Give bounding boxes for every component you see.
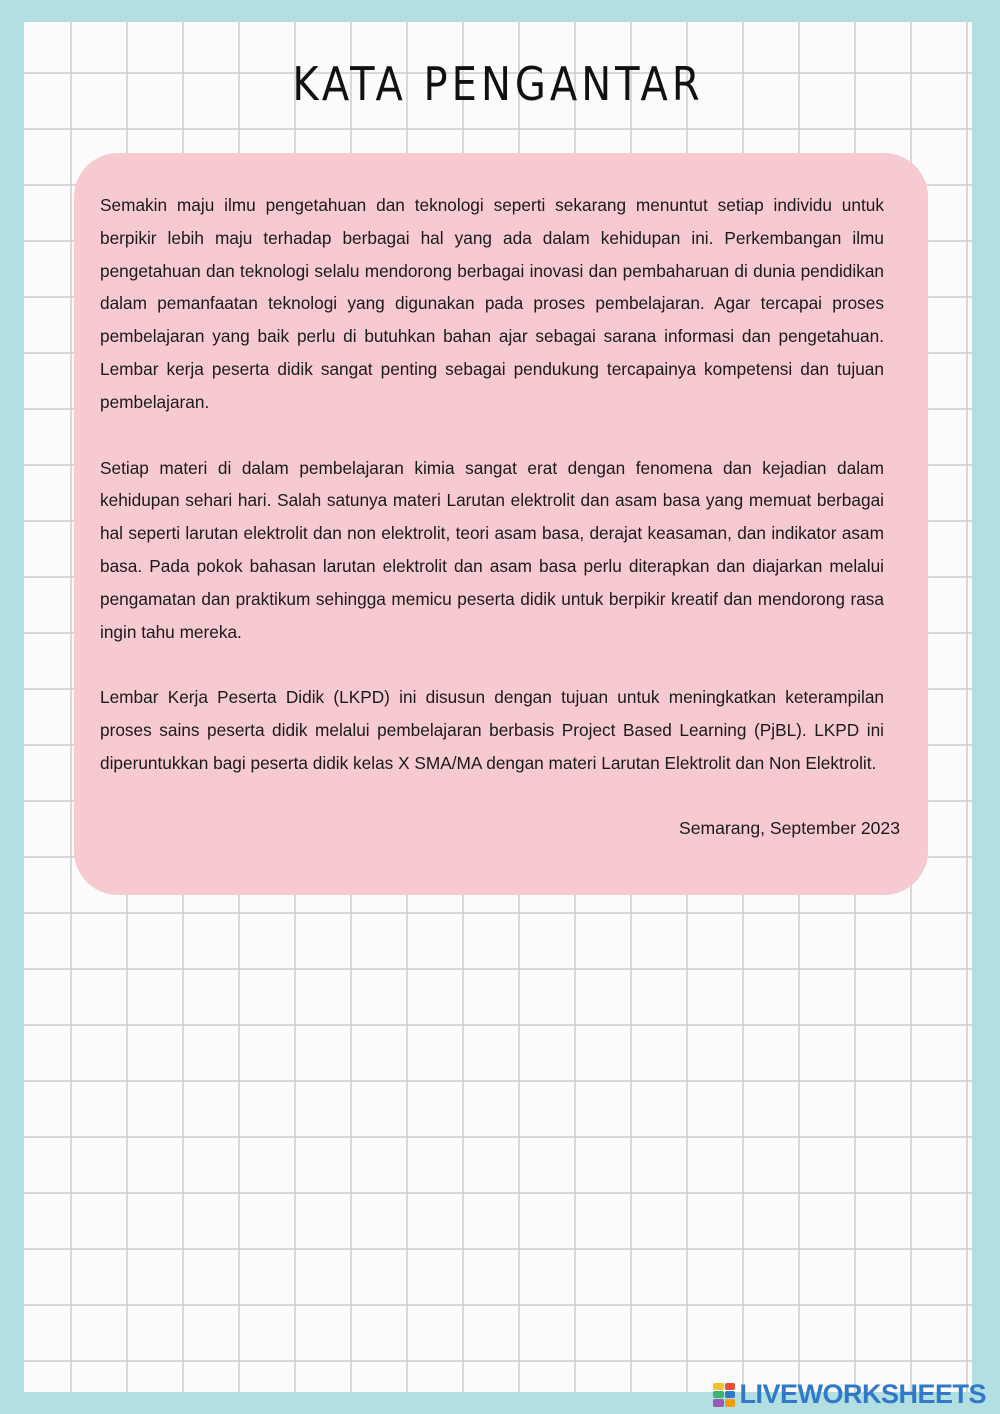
signature-place-date: Semarang, September 2023 — [678, 817, 900, 838]
preface-paragraph-1: Semakin maju ilmu pengetahuan dan teknologi seperti sekarang menuntut setiap individu untuk berpikir lebih maju terhadap berbagai hal yang ada dalam kehidupan ini. Perkembangan ilmu pengetahuan dan teknologi selalu mendorong berbagai inovasi dan pembaharuan di dunia pendidikan dalam pemanfaatan teknologi yang digunakan pada proses pembelajaran. Agar tercapai proses pembelajaran yang baik perlu di butuhkan bahan ajar sebagai sarana informasi dan pengetahuan. Lembar kerja peserta didik sangat penting sebagai pendukung tercapainya kompetensi dan tujuan pembelajaran. — [100, 195, 884, 412]
preface-card — [74, 153, 928, 895]
preface-paragraph-3: Lembar Kerja Peserta Didik (LKPD) ini disusun dengan tujuan untuk meningkatkan keterampilan proses sains peserta didik melalui pembelajaran berbasis Project Based Learning (PjBL). LKPD ini diperuntukkan bagi peserta didik kelas X SMA/MA dengan materi Larutan Elektrolit dan Non Elektrolit. — [100, 687, 884, 773]
liveworksheets-wordmark: LIVEWORKSHEETS — [739, 1379, 986, 1409]
liveworksheets-logo-icon — [713, 1383, 735, 1407]
liveworksheets-watermark — [713, 1379, 986, 1410]
preface-paragraph-2: Setiap materi di dalam pembelajaran kimia sangat erat dengan fenomena dan kejadian dalam kehidupan sehari hari. Salah satunya materi Larutan elektrolit dan asam basa yang memuat berbagai hal seperti larutan elektrolit dan non elektrolit, teori asam basa, derajat keasaman, dan indikator asam basa. Pada pokok bahasan larutan elektrolit dan asam basa perlu diterapkan dan diajarkan melalui pengamatan dan praktikum sehingga memicu peserta didik untuk berpikir kreatif dan mendorong rasa ingin tahu mereka. — [100, 457, 884, 642]
worksheet-page — [24, 22, 972, 1392]
page-title: KATA PENGANTAR — [292, 58, 704, 112]
